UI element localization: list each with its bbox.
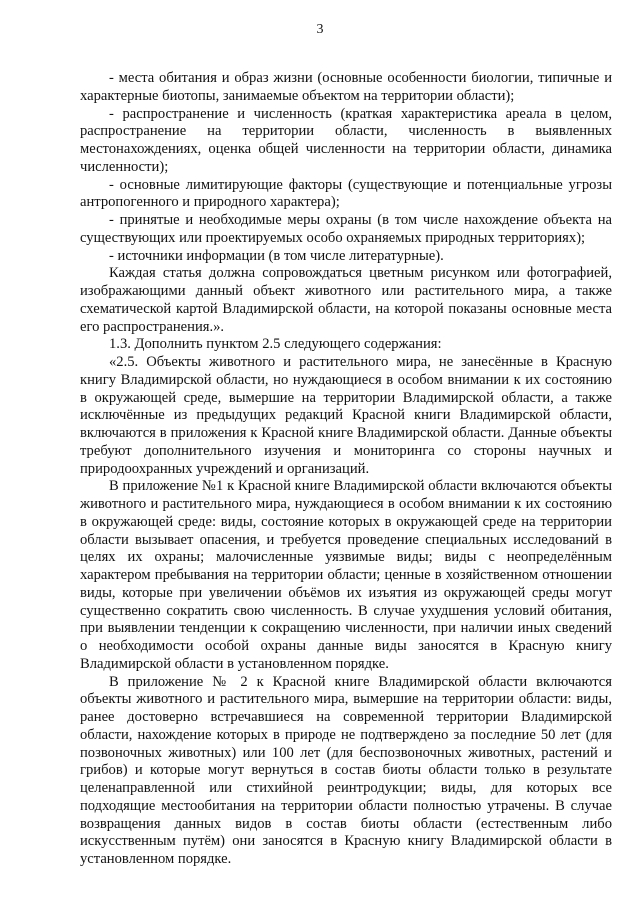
paragraph-amendment: 1.3. Дополнить пунктом 2.5 следующего содержания: — [109, 336, 442, 353]
paragraph-appendix-1: В приложение №1 к Красной книге Владимирской области включаются объекты животного и растительного мира, нуждающиеся в особом внимании к их состоянию в окружающей среде: виды, состояние которых в окружающей среде на территории области вызывает опасения, и требуется проведение специальных исследований в целях их охраны; малочисленные уязвимые виды; виды с неопределённым характером пребывания на территории области; ценные в хозяйственном отношении виды, которые при увеличении объёмов их изъятия из окружающей среды могут существенно сократить свою численность. В случае ухудшения условий обитания, при выявлении тенденции к сокращению численности, при наличии иных сведений о необходимости особой охраны данные виды заносятся в Красную книгу Владимирской области в установленном порядке. — [80, 478, 612, 672]
paragraph-appendix-2: В приложение № 2 к Красной книге Владимирской области включаются объекты животного и растительного мира, вымершие на территории области: виды, ранее достоверно встречавшиеся на современной территории Владимирской области, нахождение которых в природе не подтверждено за последние 50 лет (для позвоночных животных) или 100 лет (для беспозвоночных животных, растений и грибов) и которые могут вернуться в состав биоты области только в результате целенаправленной или стихийной реинтродукции; виды, для которых все подходящие местообитания на территории области полностью утрачены. В случае возвращения данных видов в состав биоты области (естественным либо искусственным путём) они заносятся в Красную книгу Владимирской области в установленном порядке. — [80, 673, 612, 867]
document-body — [80, 70, 612, 869]
page-number: 3 — [316, 22, 324, 37]
paragraph-limiting-factors: - основные лимитирующие факторы (существующие и потенциальные угрозы антропогенного и природного характера); — [80, 176, 612, 211]
paragraph-clause-2-5: «2.5. Объекты животного и растительного мира, не занесённые в Красную книгу Владимирской области, но нуждающиеся в особом внимании к их состоянию в окружающей среде, вымершие на территории Владимирской области, а также исключённые из предыдущих редакций Красной книги Владимирской области, включаются в приложения к Красной книге Владимирской области. Данные объекты требуют дополнительного изучения и мониторинга со стороны научных и природоохранных учреждений и организаций. — [80, 354, 612, 477]
paragraph-sources: - источники информации (в том числе литературные). — [109, 247, 444, 264]
paragraph-illustration: Каждая статья должна сопровождаться цветным рисунком или фотографией, изображающими данный объект животного или растительного мира, а также схематической картой Владимирской области, на которой показаны основные места его распространения.». — [80, 265, 612, 335]
paragraph-habitat: - места обитания и образ жизни (основные особенности биологии, типичные и характерные биотопы, занимаемые объектом на территории области); — [80, 70, 612, 104]
paragraph-protection-measures: - принятые и необходимые меры охраны (в том числе нахождение объекта на существующих или проектируемых особо охраняемых природных территориях); — [80, 212, 612, 246]
paragraph-distribution: - распространение и численность (краткая характеристика ареала в целом, распространение на территории области, численность в выявленных местонахождениях, оценка общей численности на территории области, динамика численности); — [80, 105, 612, 175]
